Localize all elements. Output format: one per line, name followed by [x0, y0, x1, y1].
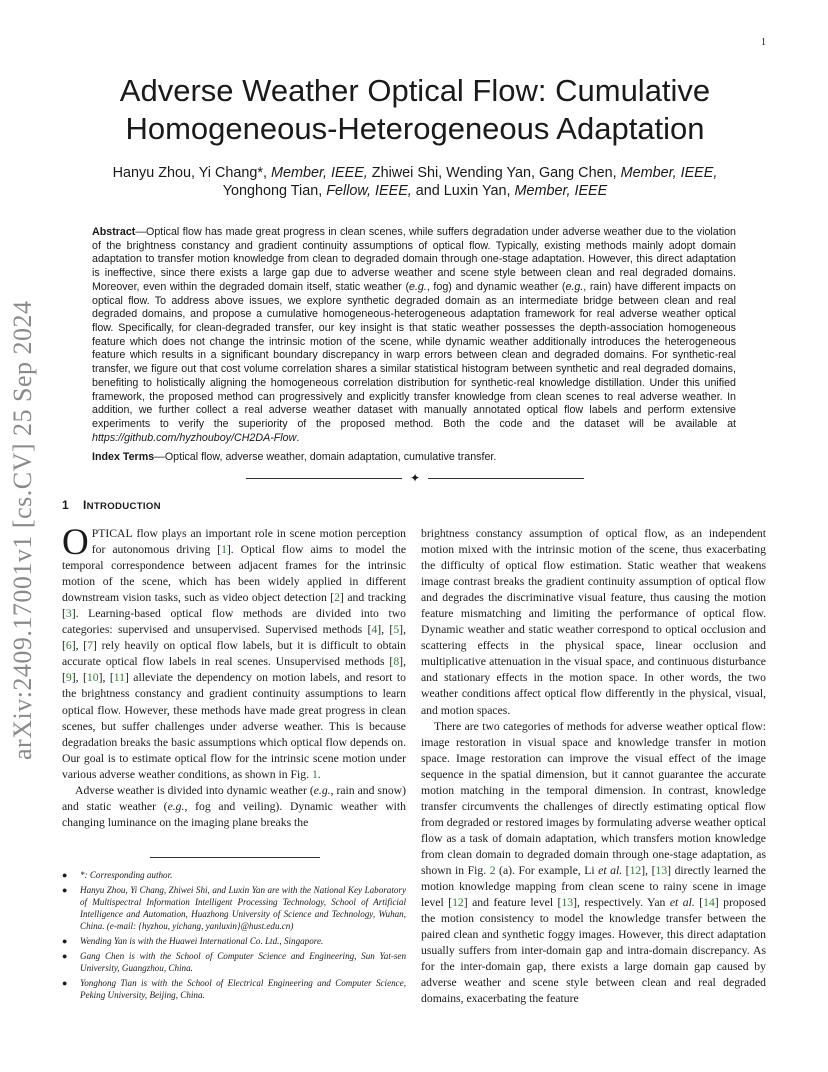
- citation-link[interactable]: 12: [629, 863, 642, 877]
- bullet-icon: ●: [62, 885, 68, 896]
- index-terms-label: Index Terms: [92, 451, 155, 463]
- bullet-icon: ●: [62, 951, 68, 962]
- footnote-text: Yonghong Tian is with the School of Electrical Engineering and Computer Science, Peking University, Beijing, China.: [80, 978, 406, 1001]
- body-text: e.g.: [167, 799, 185, 813]
- page-number: 1: [761, 37, 766, 48]
- citation-link[interactable]: 4: [371, 623, 378, 637]
- body-text: ], [: [62, 655, 406, 685]
- right-paragraph-1: brightness constancy assumption of optical flow, as an independent motion mixed with the intrinsic motion of the scene, thus exacerbating the difficulty of optical flow estimation. Static weather that weakens image contrast breaks the gradient continuity assumption of optical flow and degrades the discriminative visual feature, thus causing the motion feature mismatching and limiting the performance of optical flow. Dynamic weather and static weather correspond to optical occlusion and scattering effects in the physical space, linear occlusion and multiplicative attenuation in the visual space, and continuous disturbance and stationary effects in the motion space. In other words, the two weather conditions affect optical flow differently in the physical, visual, and motion spaces.: [421, 527, 766, 717]
- drop-cap: O: [62, 522, 89, 563]
- body-text: ], [: [98, 671, 114, 685]
- figure-link[interactable]: 2: [489, 863, 496, 877]
- footnote-item: [62, 935, 406, 947]
- title-line-1: Adverse Weather Optical Flow: Cumulative: [119, 73, 711, 108]
- section-title: NTRODUCTION: [86, 501, 161, 512]
- citation-link[interactable]: 10: [86, 671, 99, 685]
- footnote-text: *: Corresponding author.: [80, 870, 173, 880]
- citation-link[interactable]: 8: [393, 655, 400, 669]
- footnote-item: [62, 884, 406, 932]
- author-names: Hanyu Zhou, Yi Chang*,: [112, 165, 272, 181]
- footnote-text: Wending Yan is with the Huawei International Co. Ltd., Singapore.: [80, 936, 324, 947]
- abstract-text: , rain) have different impacts on optical flow. To address above issues, we explore synthetic degraded domain as an intermediate bridge between clean and real degraded domains, and propose a cumulative homogeneous-heterogeneous adaptation framework for real adverse weather optical flow. Specifically, for clean-degraded transfer, our key insight is that static weather possesses the depth-association homogeneous feature which does not change the intrinsic motion of the scene, while dynamic weather additionally introduces the heterogeneous feature which results in a significant boundary discrepancy in warp errors between clean and degraded domains. For synthetic-real transfer, we figure out that cost volume correlation shares a similar statistical histogram between synthetic and real degraded domains, benefiting to holistically aligning the homogeneous correlation distribution for synthetic-real knowledge distillation. Under this unified framework, the proposed method can progressively and explicitly transfer knowledge from clean scenes to real adverse weather. In addition, we further collect a real adverse weather dataset with manually annotated optical flow labels and perform extensive experiments to verify the superiority of the proposed method. Both the code and the dataset will be available at: [92, 280, 736, 431]
- abstract-text: , fog) and dynamic weather (: [426, 280, 566, 293]
- citation-link[interactable]: 2: [334, 591, 340, 605]
- footnotes: [62, 869, 406, 1004]
- arxiv-identifier: arXiv:2409.17001v1 [cs.CV] 25 Sep 2024: [8, 300, 37, 760]
- body-text: , rain and snow) and static weather (: [62, 783, 406, 813]
- body-text: ] rely heavily on optical flow labels, but it is difficult to obtain accurate optical flow labels in real scenes. Unsupervised methods [: [62, 639, 406, 669]
- author-names: Yonghong Tian,: [222, 183, 327, 199]
- citation-link[interactable]: 3: [65, 607, 72, 621]
- body-text: Adverse weather is divided into dynamic weather (: [75, 783, 314, 797]
- body-text: et al.: [669, 896, 695, 910]
- authors-line-1: [80, 164, 750, 182]
- citation-link[interactable]: 11: [113, 671, 125, 685]
- author-names: and Luxin Yan,: [411, 183, 515, 199]
- section-separator: [246, 469, 584, 489]
- abstract: [92, 226, 736, 446]
- section-number: 1: [62, 498, 69, 512]
- citation-link[interactable]: 7: [87, 639, 94, 653]
- body-text: flow plays an important role in scene motion perception for autonomous driving [: [91, 527, 406, 557]
- body-text: , fog and veiling). Dynamic weather with changing luminance on the imaging plane breaks the: [62, 799, 407, 829]
- body-column-left: [62, 522, 407, 831]
- body-text: ], [: [62, 623, 406, 653]
- body-column-right: [421, 526, 766, 1007]
- body-text: [: [622, 863, 630, 877]
- intro-paragraph-2: [62, 783, 406, 831]
- title-line-2: Homogeneous-Heterogeneous Adaptation: [125, 110, 705, 146]
- body-text: e.g.: [313, 783, 331, 797]
- citation-link[interactable]: 14: [703, 896, 715, 910]
- figure-link[interactable]: 1: [311, 767, 318, 781]
- section-heading-introduction: [62, 498, 161, 512]
- bullet-icon: ●: [62, 936, 68, 947]
- body-text: ], [: [641, 863, 656, 877]
- intro-paragraph-1: [62, 522, 407, 783]
- authors-line-2: [80, 182, 750, 200]
- author-names: Zhiwei Shi, Wending Yan, Gang Chen,: [367, 165, 621, 181]
- index-terms: [92, 451, 736, 464]
- separator-line-right: [428, 478, 584, 479]
- body-text: ] directly learned the motion knowledge mapping from clean scene to rainy scene in image level [: [421, 863, 766, 910]
- right-paragraph-2: [421, 719, 766, 1008]
- footnote-text: Gang Chen is with the School of Computer Science and Engineering, Sun Yat-sen University, Guangzhou, China.: [80, 951, 406, 974]
- abstract-text: —Optical flow has made great progress in clean scenes, while suffers degradation under adverse weather due to the violation of the brightness constancy and gradient continuity assumptions of optical flow. Typically, existing methods mainly adopt domain adaptation to transfer motion knowledge from clean to degraded domain through one-stage adaptation. However, this direct adaptation is ineffective, since there exists a large gap due to adverse weather and scene style between clean and real degraded domains. Moreover, even within the degraded domain itself, static weather (: [92, 226, 736, 293]
- abstract-text: e.g.: [565, 280, 584, 293]
- citation-link[interactable]: 13: [561, 896, 574, 910]
- abstract-text: .: [296, 431, 300, 444]
- body-text: (a). For example, Li: [495, 863, 599, 877]
- author-list: [80, 164, 750, 200]
- body-text: ], [: [71, 671, 87, 685]
- citation-link[interactable]: 1: [221, 543, 227, 557]
- paper-title: [70, 72, 760, 148]
- author-membership: Member, IEEE,: [620, 165, 718, 181]
- citation-link[interactable]: 9: [65, 671, 72, 685]
- body-text: [: [694, 896, 704, 910]
- bullet-icon: ●: [62, 978, 68, 989]
- footnote-item: [62, 950, 406, 974]
- body-text: ] and tracking [: [62, 591, 406, 621]
- section-title: I: [82, 498, 87, 512]
- index-terms-text: —Optical flow, adverse weather, domain adaptation, cumulative transfer.: [154, 451, 497, 463]
- body-text: .: [317, 767, 321, 781]
- author-membership: Member, IEEE: [514, 183, 608, 199]
- citation-link[interactable]: 6: [65, 639, 72, 653]
- citation-link[interactable]: 13: [655, 863, 668, 877]
- abstract-label: Abstract: [92, 226, 136, 238]
- author-membership: Fellow, IEEE,: [326, 183, 412, 199]
- bullet-icon: ●: [62, 870, 68, 880]
- body-text: ] and feature level [: [463, 896, 562, 910]
- footnote-item: [62, 977, 406, 1001]
- body-text: ] alleviate the dependency on motion labels, and resort to the brightness constancy and gradient continuity assumptions to learn optical flow. However, these methods have made great progress in clean scenes, but suffer challenges under adverse weather. This is because degradation breaks the basic assumptions which optical flow depends on. Our goal is to estimate optical flow for the intrinsic scene motion under various adverse weather conditions, as shown in Fig.: [62, 671, 406, 781]
- footnote-text: Hanyu Zhou, Yi Chang, Zhiwei Shi, and Luxin Yan are with the National Key Laboratory of Multispectral Information Intelligent Processing Technology, School of Artificial Intelligence and Automation, Huazhong University of Science and Technology, Wuhan, China. (e-mail: {hyzhou, yichang, yanluxin}@hust.edu.cn): [80, 885, 406, 932]
- citation-link[interactable]: 12: [452, 896, 464, 910]
- body-text: ] proposed the motion consistency to model the knowledge transfer between the paired clean and synthetic foggy images. However, this direct adaptation usually suffers from inter-domain gap and intra-domain discrepancy. As for the inter-domain gap, there exists a large domain gap caused by adverse weather and scene style between clean and real degraded domains, exacerbating the feature: [421, 896, 766, 1006]
- body-text: ], respectively. Yan: [573, 896, 670, 910]
- footnote-item: [62, 869, 406, 881]
- body-text: ]. Optical flow aims to model the temporal correspondence between adjacent frames for the intrinsic motion of the scene, which has been widely applied in different downstream vision tasks, such as video object detection [: [62, 543, 407, 605]
- body-text: ]. Learning-based optical flow methods are divided into two categories: supervised and unsupervised. Supervised methods [: [62, 607, 406, 637]
- code-url-link[interactable]: https://github.com/hyzhouboy/CH2DA-Flow: [92, 431, 297, 444]
- citation-link[interactable]: 5: [393, 623, 400, 637]
- separator-diamond-icon: ✦: [409, 471, 421, 485]
- abstract-text: e.g.: [409, 280, 427, 293]
- body-text: PTICAL: [91, 527, 133, 540]
- body-text: There are two categories of methods for adverse weather optical flow: image restoration in visual space and knowledge transfer in motion space. Image restoration can improve the visual effect of the image sequence in the spatial dimension, but it cannot guarantee the accurate motion matching in the temporal dimension. In contrast, knowledge transfer circumvents the challenges of directly estimating optical flow from degraded or restored images by formulating adverse weather optical flow as a task of domain adaptation, which transfers motion knowledge from clean domain to degraded domain through one-stage adaptation, as shown in Fig.: [421, 719, 766, 877]
- footnote-rule: [150, 857, 320, 858]
- body-text: et al.: [598, 863, 623, 877]
- author-membership: Member, IEEE,: [271, 165, 368, 181]
- body-text: ], [: [377, 623, 394, 637]
- body-text: ], [: [71, 639, 88, 653]
- separator-line-left: [246, 478, 402, 479]
